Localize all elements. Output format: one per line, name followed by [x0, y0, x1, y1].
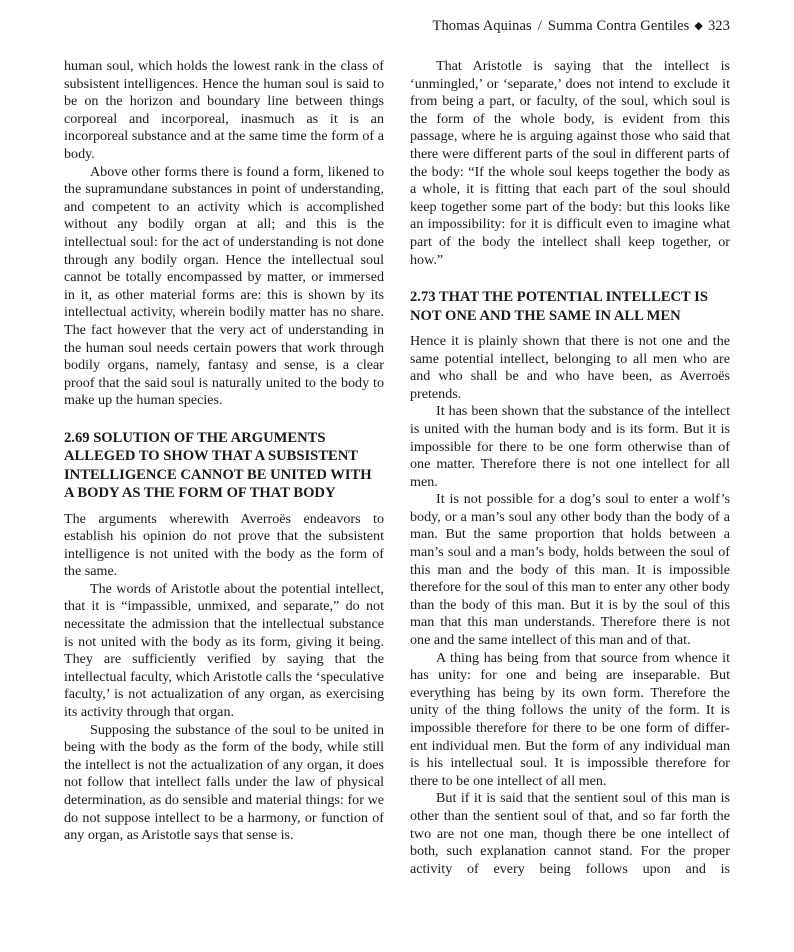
paragraph: It has been shown that the substance of the intellect is united with the human body and is its form. But it is impossible for there to be one form otherwise than of one matter. Therefore there is not one intellect for all men. [410, 403, 730, 490]
paragraph: Above other forms there is found a form, likened to the supramundane substances in point of understanding, and competent to an activity which is accomplished without any bodily organ at all; and this is the intellectual soul: for the act of understanding is not done through any bodily organ. Hence the intellectual soul cannot be totally encompassed by matter, or immersed in it, as other material forms are: this is shown by its intellectual activity, wherein bodily matter has no share. The fact however that the very act of understanding in the human soul needs certain powers that work through bodily organs, namely, fantasy and sense, is a clear proof that the said soul is naturally united to the body to make up the human species. [64, 163, 384, 409]
section-heading-2-73: 2.73 THAT THE POTENTIAL INTELLECT IS NOT ONE AND THE SAME IN ALL MEN [410, 289, 708, 324]
paragraph: But if it is said that the sentient soul of this man is other than the sentient soul of that, and so far forth the two are not one man, though there be one intellect of both, such explanation cannot stand. For the proper activity of every being follows upon and is [410, 790, 730, 877]
header-title: Summa Contra Gentiles [547, 18, 690, 34]
paragraph: The words of Aristotle about the potential intellect, that it is “impassible, unmixed, and separate,” do not necessitate the admission that the intellectual substance is not united with the body as its form, giving it being. They are sufficiently verified by saying that the intellectual faculty, which Aristotle calls the ‘speculative faculty,’ is not actualization of any organ, as exercising its activity through that organ. [64, 580, 384, 721]
left-column [64, 58, 384, 845]
paragraph: Supposing the substance of the soul to be united in being with the body as the form of the body, while still the intellect is not the actualization of any organ, it does not follow that intellect falls under the law of physical determination, as do sensible and material things: for we do not suppose intellect to be a harmony, or function of any organ, as Aristotle says that sense is. [64, 721, 384, 844]
header-separator: / [537, 18, 542, 34]
section-heading-2-69: 2.69 SOLUTION OF THE ARGUMENTS ALLEGED TO SHOW THAT A SUBSISTENT INTELLIGENCE CANNOT BE UNITED WITH A BODY AS THE FORM OF THAT BODY [64, 429, 372, 502]
paragraph: The arguments wherewith Averroës endeavors to establish his opinion do not prove that the subsistent intelligence is not united with the body as the form of the same. [64, 510, 384, 580]
paragraph: A thing has being from that source from whence it has unity: for one and being are inseparable. But everything has being by its own form. Therefore the unity of the thing follows the unity of the form. It is impossible therefore for there to be one form of different individual men. But the form of any individual man is his intellectual soul. It is impossible therefore for there to be one intellect of all men. [410, 649, 730, 789]
paragraph: human soul, which holds the lowest rank in the class of subsistent intelligences. Hence the human soul is said to be on the horizon and boundary line between things corporeal and incorporeal, inasmuch as it is an incorporeal substance and at the same time the form of a body. [64, 58, 384, 162]
paragraph: It is not possible for a dog’s soul to enter a wolf’s body, or a man’s soul any other body than the body of a man. But the same proportion that holds between a man’s soul and a man’s body, holds between the soul of this man and the body of this man. It is impossible therefore for the soul of this man to enter any other body than the body of this man. But it is by the soul of this man that this man understands. Therefore there is not one and the same intellect of this man and of that. [410, 491, 730, 649]
diamond-ornament-icon: ◆ [694, 20, 703, 32]
header-author: Thomas Aquinas [432, 18, 532, 34]
page-number: 323 [707, 18, 730, 34]
right-column [410, 58, 730, 878]
paragraph: Hence it is plainly shown that there is not one and the same potential intellect, belonging to all men who are and who shall be and who have been, as Averroës pretends. [410, 332, 730, 402]
running-header [433, 18, 731, 35]
paragraph: That Aristotle is saying that the intellect is ‘unmingled,’ or ‘separate,’ does not intend to exclude it from being a part, or faculty, of the soul, which soul is the form of the whole body, is evident from this passage, where he is arguing against those who said that there were different parts of the soul in different parts of the body: “If the whole soul keeps together the body as a whole, it is fitting that each part of the soul should keep together some part of the body: but this looks like an impossibility: for it is difficult even to imagine what part of the body the intellect shall keep together, or how.” [410, 58, 730, 268]
